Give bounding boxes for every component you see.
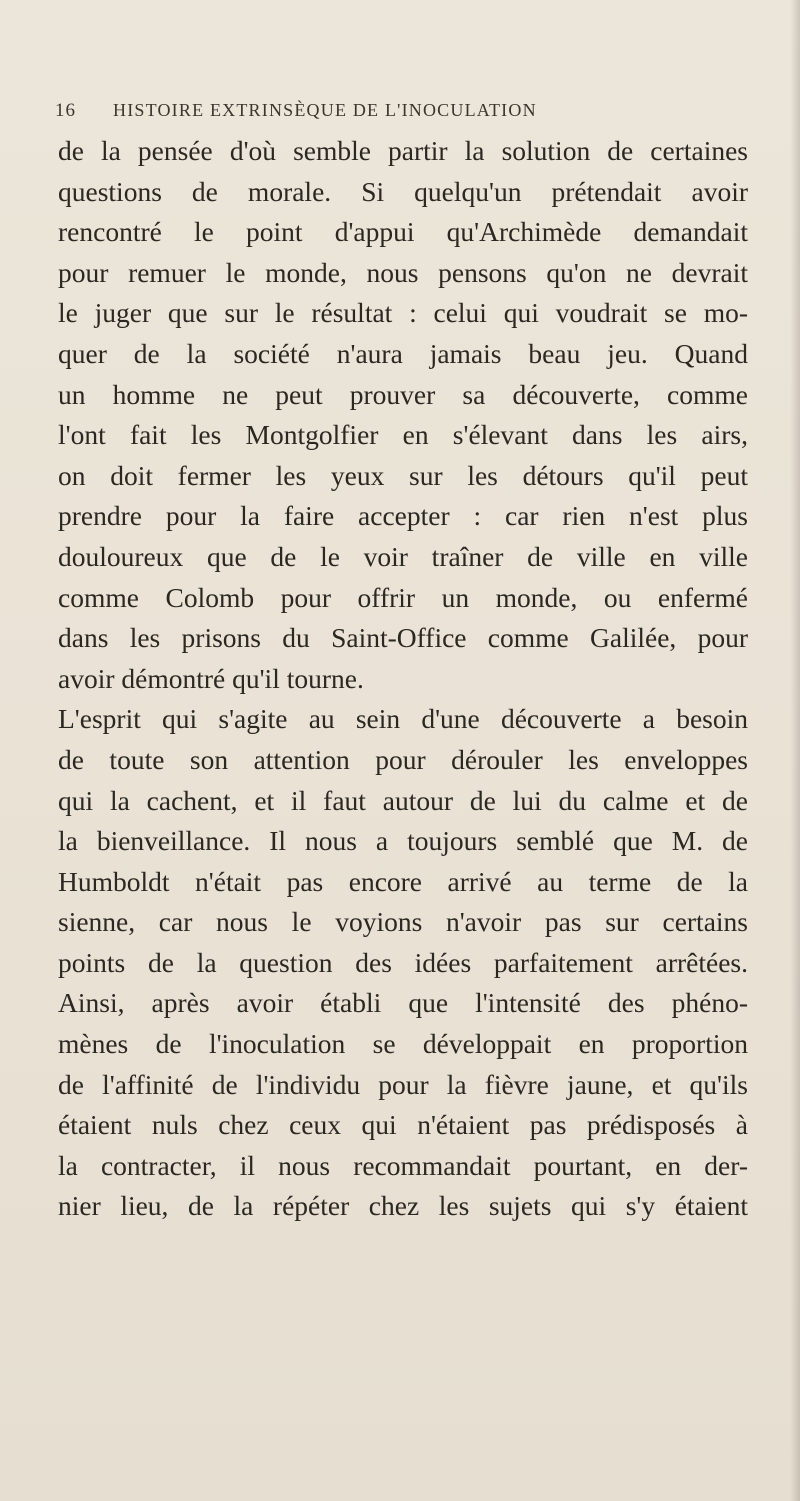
text-line: points de la question des idées parfaitement arrêtées. [58, 946, 748, 978]
text-line: mènes de l'inoculation se développait en proportion [58, 1028, 748, 1060]
text-line: de la pensée d'où semble partir la solution de certaines [58, 135, 748, 166]
body-text [58, 131, 748, 1227]
text-line: sienne, car nous le voyions n'avoir pas sur certains [58, 906, 748, 938]
text-line: comme Colomb pour offrir un monde, ou enfermé [58, 581, 748, 613]
text-line: on doit fermer les yeux sur les détours qu'il peut [58, 459, 748, 491]
text-line: qui la cachent, et il faut autour de lui du calme et de [58, 784, 748, 816]
text-line: avoir démontré qu'il tourne. [58, 662, 364, 694]
running-head [55, 100, 755, 126]
text-line: la contracter, il nous recommandait pourtant, en der- [58, 1149, 748, 1181]
text-line: L'esprit qui s'agite au sein d'une découverte a besoin [58, 703, 748, 735]
text-line: quer de la société n'aura jamais beau jeu. Quand [58, 337, 748, 369]
text-line: prendre pour la faire accepter : car rien n'est plus [58, 500, 748, 532]
text-line: de l'affinité de l'individu pour la fièvre jaune, et qu'ils [58, 1068, 748, 1100]
text-line: rencontré le point d'appui qu'Archimède demandait [58, 216, 748, 248]
running-title: HISTOIRE EXTRINSÈQUE DE L'INOCULATION [113, 100, 537, 120]
text-line: dans les prisons du Saint-Office comme Galilée, pour [58, 622, 748, 654]
text-line: étaient nuls chez ceux qui n'étaient pas prédisposés à [58, 1109, 748, 1141]
text-line: de toute son attention pour dérouler les enveloppes [58, 743, 748, 775]
text-line: douloureux que de le voir traîner de ville en ville [58, 540, 748, 572]
text-line: pour remuer le monde, nous pensons qu'on ne devrait [58, 256, 748, 288]
text-line: nier lieu, de la répéter chez les sujets qui s'y étaient [58, 1190, 748, 1222]
text-line: un homme ne peut prouver sa découverte, comme [58, 378, 748, 410]
text-line: la bienveillance. Il nous a toujours semblé que M. de [58, 825, 748, 857]
text-line: l'ont fait les Montgolfier en s'élevant dans les airs, [58, 419, 748, 451]
page-edge-shadow [790, 0, 800, 1501]
page-number: 16 [55, 100, 76, 121]
text-line: le juger que sur le résultat : celui qui voudrait se mo- [58, 297, 748, 329]
text-line: Humboldt n'était pas encore arrivé au terme de la [58, 865, 748, 897]
text-line: Ainsi, après avoir établi que l'intensité des phéno- [58, 987, 748, 1019]
text-line: questions de morale. Si quelqu'un prétendait avoir [58, 175, 748, 207]
